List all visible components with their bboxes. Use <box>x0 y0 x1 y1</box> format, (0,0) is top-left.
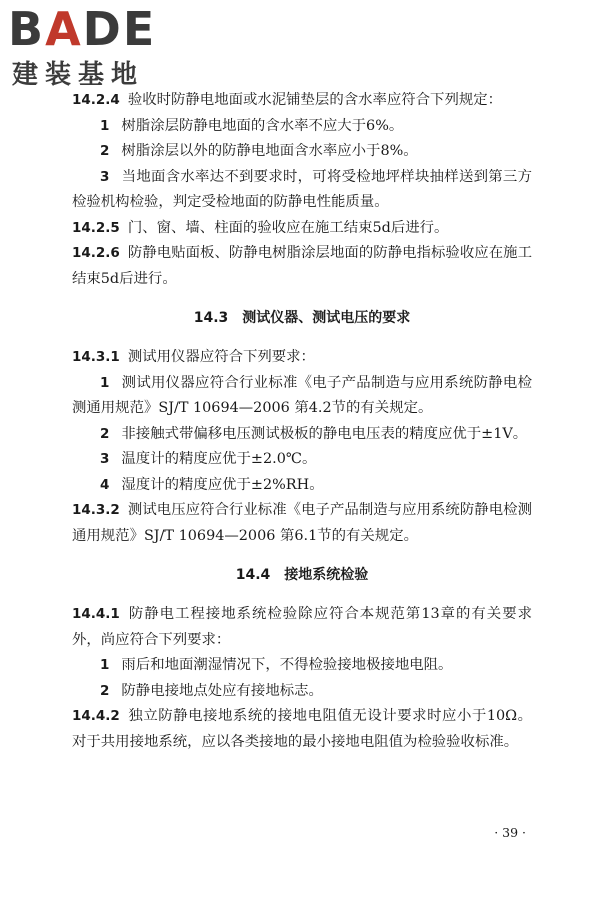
list-item: 1 测试用仪器应符合行业标准《电子产品制造与应用系统防静电检测通用规范》SJ/T 10694—2006 第4.2节的有关规定。 <box>72 374 532 416</box>
section-heading-14-3: 14.3 测试仪器、测试电压的要求 <box>193 310 411 326</box>
clause-14-4-1: 14.4.1 防静电工程接地系统检验除应符合本规范第13章的有关要求外，尚应符合下列要求： <box>72 606 532 648</box>
list-item: 3 温度计的精度应优于±2.0℃。 <box>100 451 317 467</box>
clause-14-3-2: 14.3.2 测试电压应符合行业标准《电子产品制造与应用系统防静电检测通用规范》SJ/T 10694—2006 第6.1节的有关规定。 <box>72 502 532 544</box>
list-item: 1 雨后和地面潮湿情况下，不得检验接地极接地电阻。 <box>100 657 453 673</box>
logo-wordmark: BADE <box>8 2 157 56</box>
list-item: 2 树脂涂层以外的防静电地面含水率应小于8%。 <box>100 143 418 159</box>
document-body <box>72 88 532 755</box>
list-item: 1 树脂涂层防静电地面的含水率不应大于6%。 <box>100 117 404 134</box>
list-item: 4 湿度计的精度应优于±2%RH。 <box>100 476 324 493</box>
list-item: 2 非接触式带偏移电压测试极板的静电电压表的精度应优于±1V。 <box>100 425 528 442</box>
list-item: 2 防静电接地点处应有接地标志。 <box>100 682 323 699</box>
clause-14-2-6: 14.2.6 防静电贴面板、防静电树脂涂层地面的防静电指标验收应在施工结束5d后进行。 <box>72 245 532 287</box>
clause-14-2-5: 14.2.5 门、窗、墙、柱面的验收应在施工结束5d后进行。 <box>72 219 449 236</box>
page-number: · 39 · <box>494 825 526 840</box>
list-item: 3 当地面含水率达不到要求时，可将受检地坪样块抽样送到第三方检验机构检验，判定受检地面的防静电性能质量。 <box>72 168 532 210</box>
logo-subtitle: 建装基地 <box>12 60 145 90</box>
bade-logo <box>8 4 178 90</box>
clause-14-4-2: 14.4.2 独立防静电接地系统的接地电阻值无设计要求时应小于10Ω。对于共用接地系统，应以各类接地的最小接地电阻值为检验验收标准。 <box>72 708 532 750</box>
clause-14-3-1: 14.3.1 测试用仪器应符合下列要求： <box>72 349 315 365</box>
section-heading-14-4: 14.4 接地系统检验 <box>235 567 369 583</box>
clause-14-2-4: 14.2.4 验收时防静电地面或水泥铺垫层的含水率应符合下列规定： <box>72 92 503 108</box>
